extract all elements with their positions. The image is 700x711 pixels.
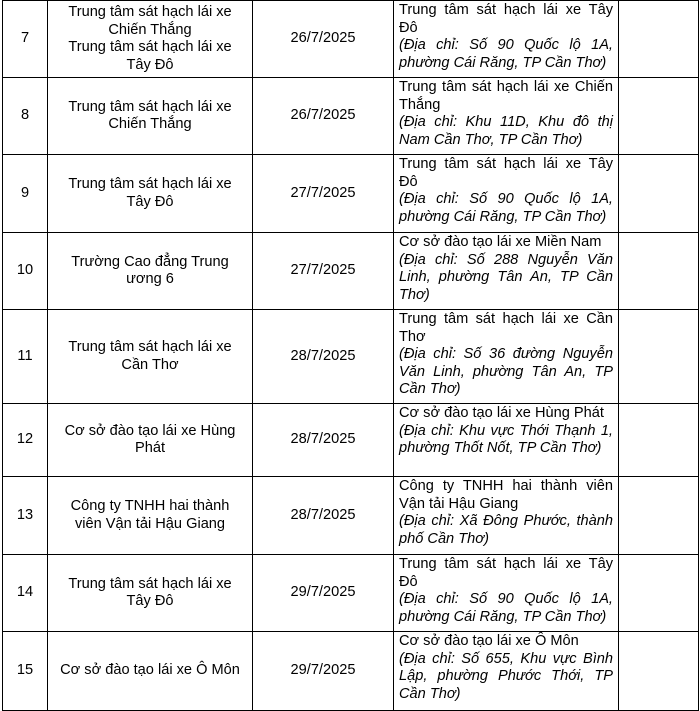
row-location <box>394 632 619 711</box>
row-note <box>619 1 699 78</box>
row-location <box>394 477 619 555</box>
location-address: (Địa chỉ: Số 90 Quốc lộ 1A, phường Cái Răng, TP Cần Thơ) <box>399 37 613 71</box>
row-note <box>619 555 699 632</box>
row-number: 7 <box>3 1 48 78</box>
location-address: (Địa chỉ: Số 655, Khu vực Bình Lập, phường Phước Thới, TP Cần Thơ) <box>399 650 613 702</box>
row-unit: Cơ sở đào tạo lái xe Hùng Phát <box>48 404 253 477</box>
table-row <box>3 1 699 78</box>
table-row <box>3 310 699 404</box>
row-note <box>619 404 699 477</box>
row-date: 27/7/2025 <box>253 233 394 310</box>
location-name: Trung tâm sát hạch lái xe Chiến Thắng <box>399 79 613 113</box>
schedule-table-body <box>3 1 699 711</box>
table-row <box>3 555 699 632</box>
row-date: 28/7/2025 <box>253 404 394 477</box>
location-name: Trung tâm sát hạch lái xe Tây Đô <box>399 556 613 590</box>
row-unit: Trung tâm sát hạch lái xe Chiến Thắng Trung tâm sát hạch lái xe Tây Đô <box>48 1 253 78</box>
location-address: (Địa chỉ: Khu vực Thới Thạnh 1, phường Thốt Nốt, TP Cần Thơ) <box>399 422 613 456</box>
row-number: 14 <box>3 555 48 632</box>
row-location <box>394 233 619 310</box>
row-note <box>619 632 699 711</box>
row-unit: Trung tâm sát hạch lái xe Chiến Thắng <box>48 78 253 155</box>
table-row <box>3 632 699 711</box>
row-date: 28/7/2025 <box>253 477 394 555</box>
location-name: Cơ sở đào tạo lái xe Hùng Phát <box>399 405 604 421</box>
row-note <box>619 310 699 404</box>
row-unit: Trung tâm sát hạch lái xe Tây Đô <box>48 155 253 233</box>
location-name: Cơ sở đào tạo lái xe Miền Nam <box>399 234 602 250</box>
row-location <box>394 78 619 155</box>
row-date: 26/7/2025 <box>253 78 394 155</box>
location-name: Trung tâm sát hạch lái xe Tây Đô <box>399 2 613 36</box>
row-date: 29/7/2025 <box>253 555 394 632</box>
row-number: 8 <box>3 78 48 155</box>
row-date: 27/7/2025 <box>253 155 394 233</box>
table-row <box>3 155 699 233</box>
row-number: 11 <box>3 310 48 404</box>
row-unit: Trung tâm sát hạch lái xe Tây Đô <box>48 555 253 632</box>
row-unit: Trường Cao đẳng Trung ương 6 <box>48 233 253 310</box>
row-note <box>619 155 699 233</box>
location-name: Trung tâm sát hạch lái xe Cần Thơ <box>399 311 613 345</box>
row-unit: Cơ sở đào tạo lái xe Ô Môn <box>48 632 253 711</box>
row-location <box>394 155 619 233</box>
row-note <box>619 233 699 310</box>
row-location <box>394 555 619 632</box>
table-row <box>3 477 699 555</box>
row-location <box>394 310 619 404</box>
row-number: 12 <box>3 404 48 477</box>
row-number: 13 <box>3 477 48 555</box>
row-date: 26/7/2025 <box>253 1 394 78</box>
location-address: (Địa chỉ: Xã Đông Phước, thành phố Cần Thơ) <box>399 513 613 547</box>
row-number: 9 <box>3 155 48 233</box>
table-row <box>3 404 699 477</box>
schedule-table <box>2 0 699 711</box>
location-name: Cơ sở đào tạo lái xe Ô Môn <box>399 633 579 649</box>
location-address: (Địa chỉ: Khu 11D, Khu đô thị Nam Cần Thơ, TP Cần Thơ) <box>399 114 613 148</box>
row-number: 15 <box>3 632 48 711</box>
row-note <box>619 78 699 155</box>
location-address: (Địa chỉ: Số 90 Quốc lộ 1A, phường Cái Răng, TP Cần Thơ) <box>399 591 613 625</box>
location-name: Trung tâm sát hạch lái xe Tây Đô <box>399 156 613 190</box>
location-name: Công ty TNHH hai thành viên Vận tải Hậu Giang <box>399 478 613 512</box>
row-unit: Trung tâm sát hạch lái xe Cần Thơ <box>48 310 253 404</box>
row-date: 29/7/2025 <box>253 632 394 711</box>
location-address: (Địa chỉ: Số 36 đường Nguyễn Văn Linh, phường Tân An, TP Cần Thơ) <box>399 346 613 397</box>
table-row <box>3 78 699 155</box>
location-address: (Địa chỉ: Số 90 Quốc lộ 1A, phường Cái Răng, TP Cần Thơ) <box>399 191 613 225</box>
row-number: 10 <box>3 233 48 310</box>
table-row <box>3 233 699 310</box>
row-location <box>394 404 619 477</box>
row-location <box>394 1 619 78</box>
row-unit: Công ty TNHH hai thành viên Vận tải Hậu Giang <box>48 477 253 555</box>
row-date: 28/7/2025 <box>253 310 394 404</box>
location-address: (Địa chỉ: Số 288 Nguyễn Văn Linh, phường Tân An, TP Cần Thơ) <box>399 251 613 303</box>
row-note <box>619 477 699 555</box>
